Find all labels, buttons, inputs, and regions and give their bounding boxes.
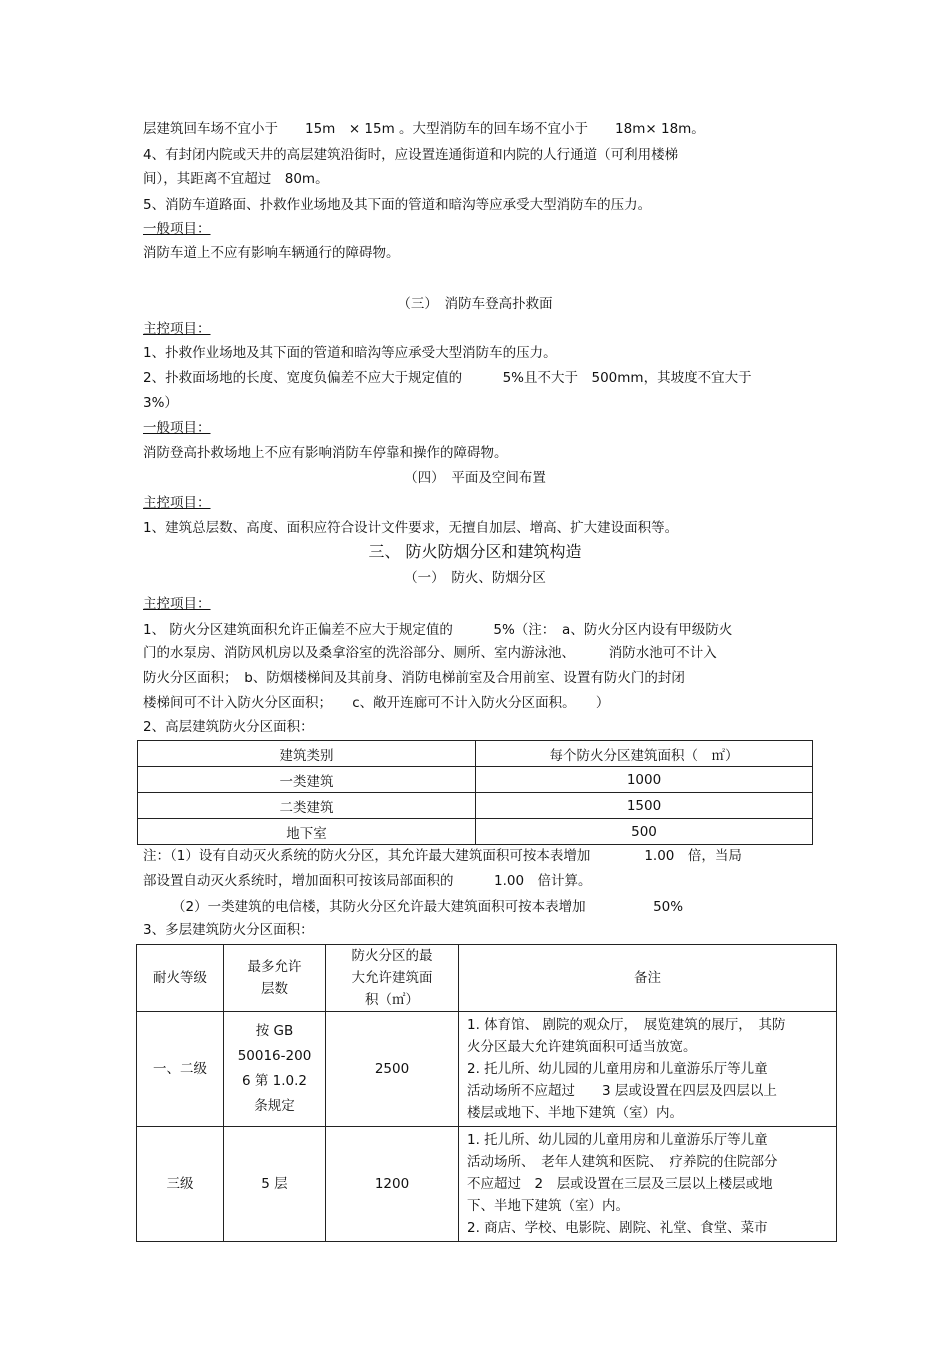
text-line: 层建筑回车场不宜小于 15m × 15m 。大型消防车的回车场不宜小于 18m× 18m。 [143,121,705,137]
table-cell: 1. 托儿所、幼儿园的儿童用房和儿童游乐厅等儿童 活动场所、 老年人建筑和医院、 疗养院的住院部分 不应超过 2 层或设置在三层及三层以上楼层或地 下、半地下建筑（室）内。 2. 商店、学校、电影院、剧院、礼堂、食堂、菜市 [459,1127,837,1242]
text-line: 1、扑救作业场地及其下面的管道和暗沟等应承受大型消防车的压力。 [143,345,557,361]
table-header-cell: 每个防火分区建筑面积（ ㎡） [476,741,813,767]
table-row [138,767,813,793]
multi-storey-area-table [136,944,837,1242]
table-cell: 三级 [137,1127,224,1242]
text-line: 3、多层建筑防火分区面积： [143,922,314,938]
text-line: 2、扑救面场地的长度、宽度负偏差不应大于规定值的 5%且不大于 500mm，其坡度不宜大于 [143,370,752,386]
table-row [138,793,813,819]
section-label: 主控项目： [143,596,211,612]
high-rise-area-table [137,740,813,845]
table-header-cell: 防火分区的最 大允许建筑面 积（㎡） [326,945,459,1012]
table-row [138,819,813,845]
table-header-cell: 备注 [459,945,837,1012]
table-cell: 500 [476,819,813,845]
table-cell: 2500 [326,1012,459,1127]
text-line: 5、消防车道路面、扑救作业场地及其下面的管道和暗沟等应承受大型消防车的压力。 [143,197,652,213]
section-label: 主控项目： [143,321,211,337]
text-line: 间），其距离不宜超过 80m。 [143,171,329,187]
subsection-heading: （三） 消防车登高扑救面 [397,296,553,312]
table-cell: 地下室 [138,819,476,845]
table-header-row [138,741,813,767]
table-cell: 一、二级 [137,1012,224,1127]
table-cell: 1. 体育馆、 剧院的观众厅， 展览建筑的展厅， 其防 火分区最大允许建筑面积可适当放宽。 2. 托儿所、幼儿园的儿童用房和儿童游乐厅等儿童 活动场所不应超过 3 层或设置在四层及四层以上 楼层或地下、半地下建筑（室）内。 [459,1012,837,1127]
subsection-heading: （一） 防火、防烟分区 [404,570,546,586]
text-line: 楼梯间可不计入防火分区面积； c、敞开连廊可不计入防火分区面积。 ） [143,695,610,711]
text-line: 防火分区面积； b、防烟楼梯间及其前身、消防电梯前室及合用前室、设置有防火门的封闭 [143,670,685,686]
table-header-cell: 建筑类别 [138,741,476,767]
table-header-cell: 最多允许 层数 [224,945,326,1012]
section-label: 主控项目： [143,495,211,511]
text-line: 消防车道上不应有影响车辆通行的障碍物。 [143,245,400,261]
table-cell: 5 层 [224,1127,326,1242]
text-line: 4、有封闭内院或天井的高层建筑沿街时，应设置连通街道和内院的人行通道（可利用楼梯 [143,147,679,163]
table-row [137,1012,837,1127]
note-line: 部设置自动灭火系统时，增加面积可按该局部面积的 1.00 倍计算。 [143,873,592,889]
subsection-heading: （四） 平面及空间布置 [404,470,546,486]
text-line: 消防登高扑救场地上不应有影响消防车停靠和操作的障碍物。 [143,445,508,461]
table-row [137,1127,837,1242]
note-line: （2）一类建筑的电信楼，其防火分区允许最大建筑面积可按本表增加 50% [172,899,684,915]
table-cell: 1200 [326,1127,459,1242]
table-header-row [137,945,837,1012]
section-label: 一般项目： [143,221,211,237]
table-cell: 1500 [476,793,813,819]
table-cell: 按 GB 50016-200 6 第 1.0.2 条规定 [224,1012,326,1127]
table-cell: 二类建筑 [138,793,476,819]
section-label: 一般项目： [143,420,211,436]
text-line: 1、建筑总层数、高度、面积应符合设计文件要求，无擅自加层、增高、扩大建设面积等。 [143,520,679,536]
table-cell: 1000 [476,767,813,793]
text-line: 2、高层建筑防火分区面积： [143,719,314,735]
section-heading: 三、 防火防烟分区和建筑构造 [368,542,582,561]
table-header-cell: 耐火等级 [137,945,224,1012]
note-line: 注：（1）设有自动灭火系统的防火分区，其允许最大建筑面积可按本表增加 1.00 倍，当局 [143,848,742,864]
text-line: 3%） [143,395,178,411]
table-cell: 一类建筑 [138,767,476,793]
text-line: 门的水泵房、消防风机房以及桑拿浴室的洗浴部分、厕所、室内游泳池、 消防水池可不计入 [143,645,717,661]
text-line: 1、 防火分区建筑面积允许正偏差不应大于规定值的 5%（注： a、防火分区内设有甲级防火 [143,622,733,638]
